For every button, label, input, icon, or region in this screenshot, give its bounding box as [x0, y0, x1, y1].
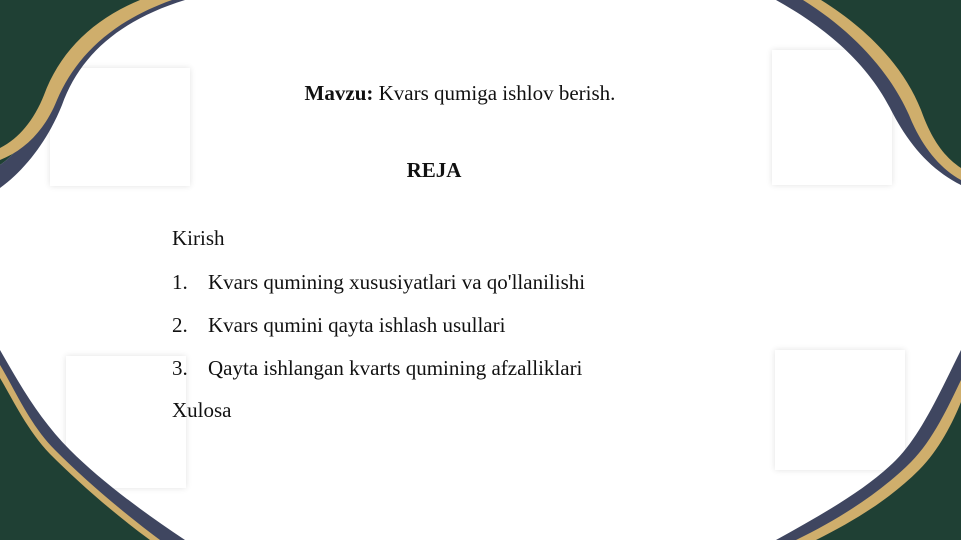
- plan-item-text: Kvars qumining xususiyatlari va qo'llanilishi: [208, 270, 586, 294]
- plan-item-3: [172, 356, 582, 381]
- plan-intro: Kirish: [172, 226, 225, 250]
- plan-item-1: [172, 270, 585, 295]
- plan-item-number: 1.: [172, 270, 188, 294]
- corner-swoosh-bottom-left: [0, 350, 190, 540]
- plan-conclusion: Xulosa: [172, 398, 232, 422]
- topic-text: Kvars qumiga ishlov berish.: [373, 81, 616, 105]
- plan-item-number: 3.: [172, 356, 188, 380]
- corner-swoosh-bottom-right: [771, 350, 961, 540]
- plan-heading: REJA: [406, 158, 462, 182]
- topic-line: [0, 81, 920, 106]
- plan-item-2: [172, 313, 505, 338]
- plan-item-number: 2.: [172, 313, 188, 337]
- topic-label: Mavzu:: [304, 81, 374, 105]
- plan-item-text: Kvars qumini qayta ishlash usullari: [208, 313, 506, 337]
- plan-item-text: Qayta ishlangan kvarts qumining afzalliklari: [208, 356, 583, 380]
